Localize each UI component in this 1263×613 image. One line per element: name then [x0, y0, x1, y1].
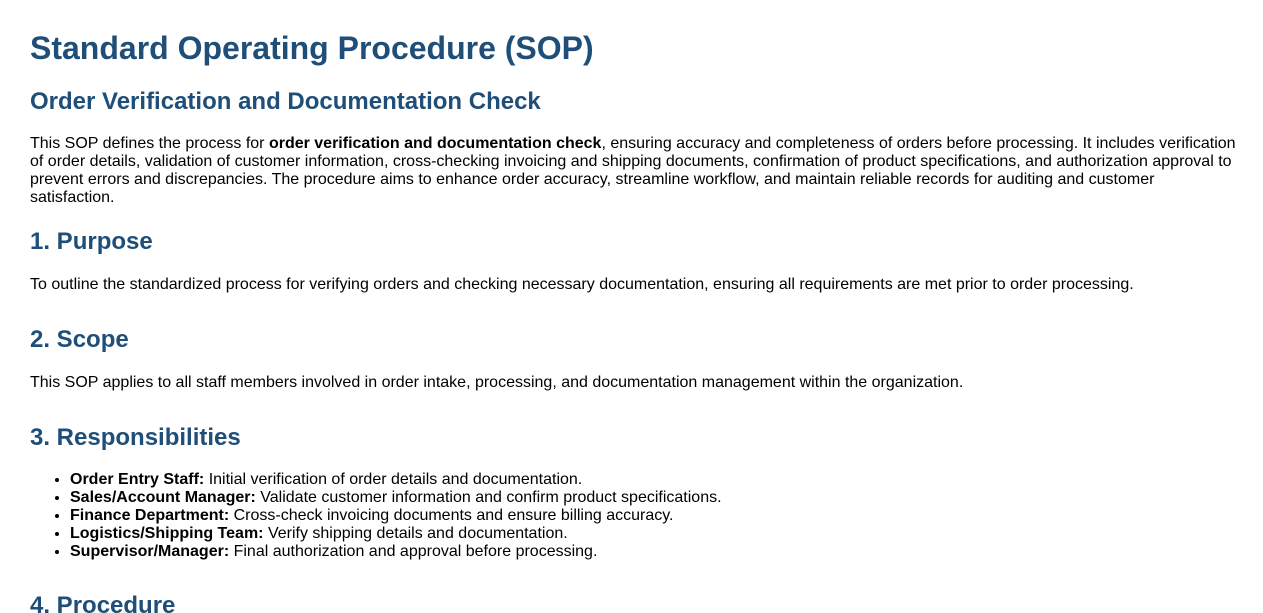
list-item: [70, 543, 722, 561]
scope-heading: 2. Scope: [30, 326, 129, 353]
intro-text-end: , ensuring accuracy and completeness of orders before processing. It includes verification of order details, validation of customer information, cross-checking invoicing and shipping documents, confirmation of product specifications, and authorization approval to prevent errors and discrepancies. The procedure aims to enhance order accuracy, streamline workflow, and maintain reliable records for auditing and customer satisfaction.: [30, 135, 1236, 206]
intro-paragraph: [30, 135, 1240, 207]
list-item: [70, 525, 722, 543]
intro-bold-text: order verification and documentation check: [268, 135, 602, 152]
scope-text: This SOP applies to all staff members involved in order intake, processing, and documentation management within the organization.: [30, 374, 964, 391]
responsibilities-heading: 3. Responsibilities: [30, 424, 241, 451]
purpose-heading: 1. Purpose: [30, 228, 153, 255]
intro-text-start: This SOP defines the process for: [30, 135, 269, 152]
responsibilities-list: [30, 471, 722, 561]
list-item: [70, 507, 722, 525]
role-description: Initial verification of order details and documentation.: [204, 471, 583, 488]
purpose-text: To outline the standardized process for verifying orders and checking necessary documentation, ensuring all requirements are met prior to order processing.: [30, 276, 1134, 293]
role-description: Cross-check invoicing documents and ensure billing accuracy.: [229, 507, 674, 524]
page-title: Standard Operating Procedure (SOP): [30, 30, 594, 66]
procedure-heading: 4. Procedure: [30, 592, 176, 613]
role-description: Validate customer information and confirm product specifications.: [255, 489, 722, 506]
role-label: Sales/Account Manager:: [70, 489, 256, 506]
role-label: Order Entry Staff:: [70, 471, 205, 488]
list-item: [70, 471, 722, 489]
document-subtitle: Order Verification and Documentation Check: [30, 88, 541, 115]
list-item: [70, 489, 722, 507]
role-description: Final authorization and approval before processing.: [229, 543, 598, 560]
role-label: Finance Department:: [70, 507, 230, 524]
role-label: Supervisor/Manager:: [70, 543, 230, 560]
role-description: Verify shipping details and documentation.: [263, 525, 568, 542]
role-label: Logistics/Shipping Team:: [70, 525, 264, 542]
